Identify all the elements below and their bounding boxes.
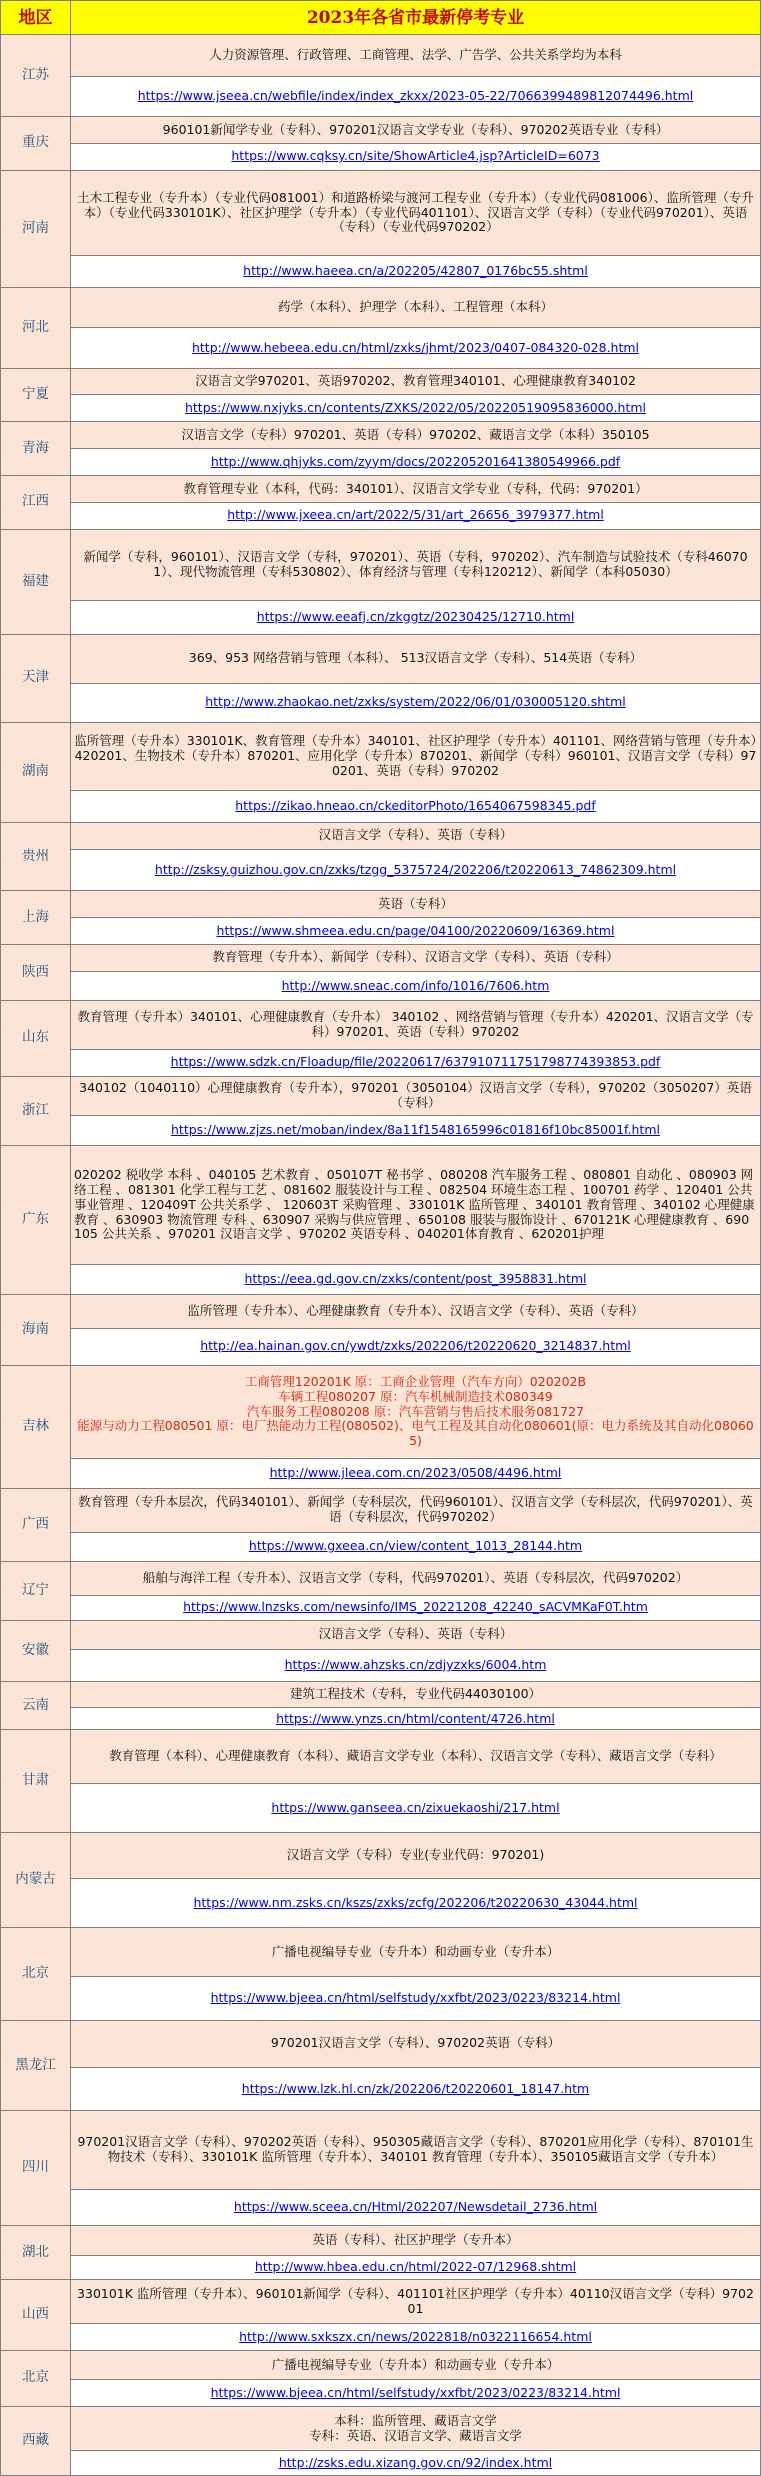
link-row — [1, 1977, 761, 2021]
majors-cell: 汉语言文学（专科）、英语（专科） — [71, 822, 761, 849]
majors-cell: 汉语言文学（专科）970201、英语（专科）970202、藏语言文学（本科）350105 — [71, 422, 761, 449]
source-link[interactable]: http://ea.hainan.gov.cn/ywdt/zxks/202206/t20220620_3214837.html — [200, 1338, 631, 1354]
link-row — [1, 2451, 761, 2476]
majors-line: 汽车服务工程080208 原：汽车营销与售后技术服务081727 — [247, 1403, 584, 1419]
region-cell: 福建 — [1, 529, 71, 634]
link-cell — [71, 1784, 761, 1833]
spec-row — [1, 2350, 761, 2379]
link-cell — [71, 502, 761, 529]
source-link[interactable]: http://www.hbea.edu.cn/html/2022-07/12968.shtml — [254, 2258, 577, 2274]
spec-row — [1, 117, 761, 144]
link-row — [1, 502, 761, 529]
source-link[interactable]: https://www.shmeea.edu.cn/page/04100/20220609/16369.html — [216, 922, 615, 938]
link-cell — [71, 1977, 761, 2021]
majors-cell: 土木工程专业（专升本）（专业代码081001）和道路桥梁与渡河工程专业（专升本）（专业代码081006）、监所管理（专升本）（专业代码330101K）、社区护理学（专升本）（专业代码401101）、汉语言文学（专科）（专业代码970201）、英语（专科）（专业代码970202） — [71, 170, 761, 256]
link-row — [1, 849, 761, 891]
spec-row — [1, 1001, 761, 1050]
spec-row — [1, 170, 761, 256]
source-link[interactable]: http://zsks.edu.xizang.gov.cn/92/index.html — [278, 2454, 553, 2470]
source-link[interactable]: http://zsksy.guizhou.gov.cn/zxks/tzgg_5375724/202206/t20220613_74862309.html — [154, 861, 677, 877]
region-cell: 安徽 — [1, 1620, 71, 1681]
link-row — [1, 395, 761, 422]
link-cell — [71, 1532, 761, 1561]
link-row — [1, 2189, 761, 2226]
table-body — [1, 1, 761, 2476]
spec-row — [1, 2226, 761, 2255]
source-link[interactable]: http://www.qhjyks.com/zyym/docs/202205201641380549966.pdf — [210, 453, 621, 469]
source-link[interactable]: http://www.jxeea.cn/art/2022/5/31/art_26656_3979377.html — [227, 507, 604, 523]
region-cell: 广东 — [1, 1145, 71, 1294]
link-row — [1, 449, 761, 476]
link-row — [1, 1649, 761, 1681]
link-cell — [71, 1708, 761, 1730]
region-cell: 湖南 — [1, 722, 71, 822]
region-cell: 青海 — [1, 422, 71, 476]
spec-row — [1, 822, 761, 849]
source-link[interactable]: https://www.gxeea.cn/view/content_1013_28144.htm — [248, 1538, 583, 1554]
link-row — [1, 2067, 761, 2111]
region-cell: 宁夏 — [1, 368, 71, 422]
region-cell: 河北 — [1, 287, 71, 368]
spec-row — [1, 476, 761, 503]
source-link[interactable]: https://www.lzk.hl.cn/zk/202206/t20220601_18147.htm — [241, 2080, 590, 2096]
spec-row — [1, 1620, 761, 1649]
region-cell: 北京 — [1, 2350, 71, 2406]
source-link[interactable]: https://www.bjeea.cn/html/selfstudy/xxfbt/2023/0223/83214.html — [210, 2384, 621, 2400]
region-cell: 天津 — [1, 634, 71, 722]
majors-cell: 020202 税收学 本科 、040105 艺术教育 、050107T 秘书学 、080208 汽车服务工程 、080801 自动化 、080903 网络工程 、081301 化学工程与工艺 、081602 服装设计与工程 、082504 环境生态工程 、100701 药学 、120401 公共事业管理 、120409T 公共关系学 、 120603T 采购管理 、330101K 监所管理 、340101 教育管理 、340102 心理健康教育 、630903 物流管理 专科 、630907 采购与供应管理 、650108 服装与服饰设计 、670121K 心理健康教育 、690105 公共关系 、970201 汉语言文学 、970202 英语专科 、040201体育教育 、620201护理 — [71, 1145, 761, 1265]
link-row — [1, 1459, 761, 1488]
spec-row — [1, 422, 761, 449]
link-cell — [71, 918, 761, 945]
link-row — [1, 1116, 761, 1145]
link-cell — [71, 2451, 761, 2476]
source-link[interactable]: https://www.sceea.cn/Html/202207/Newsdetail_2736.html — [233, 2199, 598, 2215]
region-cell: 河南 — [1, 170, 71, 287]
spec-row — [1, 1365, 761, 1459]
link-cell — [71, 1265, 761, 1294]
link-cell — [71, 143, 761, 170]
link-row — [1, 76, 761, 116]
link-row — [1, 1596, 761, 1620]
link-row — [1, 256, 761, 288]
spec-row — [1, 368, 761, 395]
majors-cell: 人力资源管理、行政管理、工商管理、法学、广告学、公共关系学均为本科 — [71, 35, 761, 77]
majors-cell: 药学（本科）、护理学（本科）、工程管理（本科） — [71, 287, 761, 327]
link-row — [1, 683, 761, 722]
region-cell: 浙江 — [1, 1076, 71, 1145]
source-link[interactable]: https://www.lnzsks.com/newsinfo/IMS_20221208_42240_sACVMKaF0T.htm — [183, 1599, 648, 1615]
region-cell: 北京 — [1, 1928, 71, 2021]
spec-row — [1, 2111, 761, 2189]
majors-cell: 960101新闻学专业（专科）、970201汉语言文学专业（专科）、970202英语专业（专科） — [71, 117, 761, 144]
majors-cell — [71, 1365, 761, 1459]
source-link[interactable]: https://www.nm.zsks.cn/kszs/zxks/zcfg/202206/t20220630_43044.html — [193, 1895, 638, 1910]
spec-row — [1, 1076, 761, 1116]
majors-cell: 汉语言文学（专科）专业(专业代码：970201) — [71, 1833, 761, 1879]
region-cell: 甘肃 — [1, 1730, 71, 1833]
majors-cell: 教育管理（专升本）340101、心理健康教育（专升本） 340102 、网络营销与管理（专升本）420201、汉语言文学（专科）970201、英语（专科）970202 — [71, 1001, 761, 1050]
majors-line: 车辆工程080207 原：汽车机械制造技术080349 — [278, 1388, 553, 1404]
header-region: 地区 — [1, 1, 71, 35]
majors-cell: 英语（专科） — [71, 891, 761, 918]
source-link[interactable]: https://www.sdzk.cn/Floadup/file/20220617/637910711751798774393853.pdf — [170, 1054, 661, 1070]
majors-line: 能源与动力工程080501 原：电厂热能动力工程(080502)、电气工程及其自动化080601(原：电力系统及其自动化080605) — [77, 1418, 754, 1449]
link-row — [1, 1049, 761, 1076]
source-link[interactable]: https://www.ahzsks.cn/zdjyzxks/6004.htm — [284, 1656, 547, 1672]
majors-line: 工商管理120201K 原：工商企业管理（汽车方向）020202B — [244, 1374, 587, 1390]
page-title: 2023年各省市最新停考专业 — [71, 1, 761, 35]
region-cell: 江西 — [1, 476, 71, 530]
source-link[interactable]: https://www.jseea.cn/webfile/index/index_zkxx/2023-05-22/7066399489812074496.html — [137, 87, 694, 103]
link-cell — [71, 2255, 761, 2279]
source-link[interactable]: https://www.ganseea.cn/zixuekaoshi/217.html — [271, 1799, 560, 1815]
spec-row — [1, 2407, 761, 2451]
spec-row — [1, 529, 761, 600]
link-cell — [71, 971, 761, 1000]
source-link[interactable]: http://www.hebeea.edu.cn/html/zxks/jhmt/2023/0407-084320-028.html — [191, 339, 640, 355]
majors-cell: 建筑工程技术（专科，专业代码44030100） — [71, 1681, 761, 1708]
majors-cell: 970201汉语言文学（专科）、970202英语（专科）、950305藏语言文学（专科）、870201应用化学（专科）、870101生物技术（专科）、330101K 监所管理（专升本）、340101 教育管理（专升本）、350105藏语言文学（专升本） — [71, 2111, 761, 2189]
majors-cell: 监所管理（专升本）330101K、教育管理（专升本）340101、社区护理学（专升本）401101、网络营销与管理（专升本）420201、生物技术（专升本）870201、应用化学（专升本）870201、新闻学（专科）960101、汉语言文学（专科）970201、英语（专科）970202 — [71, 722, 761, 790]
majors-cell: 330101K 监所管理（专升本）、960101新闻学（专科）、401101社区护理学（专升本）40110汉语言文学（专科）970201 — [71, 2280, 761, 2324]
region-cell: 重庆 — [1, 117, 71, 171]
link-cell — [71, 2380, 761, 2407]
source-link[interactable]: http://www.sneac.com/info/1016/7606.htm — [281, 977, 550, 993]
source-link[interactable]: http://www.zhaokao.net/zxks/system/2022/06/01/030005120.shtml — [205, 694, 626, 710]
majors-line: 本科：监所管理、藏语言文学 — [334, 2412, 497, 2428]
spec-row — [1, 1145, 761, 1265]
link-row — [1, 1879, 761, 1928]
spec-row — [1, 35, 761, 77]
link-cell — [71, 1459, 761, 1488]
link-cell — [71, 1879, 761, 1928]
spec-row — [1, 1681, 761, 1708]
spec-row — [1, 1928, 761, 1977]
link-cell — [71, 849, 761, 891]
spec-row — [1, 1294, 761, 1328]
source-link[interactable]: https://www.cqksy.cn/site/ShowArticle4.jsp?ArticleID=6073 — [231, 148, 600, 164]
majors-cell: 340102（1040110）心理健康教育（专升本），970201（3050104）汉语言文学（专科），970202（3050207）英语（专科） — [71, 1076, 761, 1116]
majors-cell: 船舶与海洋工程（专升本）、汉语言文学（专科，代码970201）、英语（专科层次，代码970202） — [71, 1561, 761, 1595]
region-cell: 内蒙古 — [1, 1833, 71, 1928]
link-row — [1, 1784, 761, 1833]
link-cell — [71, 600, 761, 634]
majors-cell: 教育管理（本科）、心理健康教育（本科）、藏语言文学专业（本科）、汉语言文学（专科）、藏语言文学（专科） — [71, 1730, 761, 1784]
majors-cell — [71, 2407, 761, 2451]
region-cell: 吉林 — [1, 1365, 71, 1488]
link-row — [1, 791, 761, 823]
link-cell — [71, 2324, 761, 2351]
majors-cell: 汉语言文学970201、英语970202、教育管理340101、心理健康教育340102 — [71, 368, 761, 395]
link-row — [1, 2380, 761, 2407]
link-row — [1, 971, 761, 1000]
link-row — [1, 2255, 761, 2279]
region-cell: 四川 — [1, 2111, 71, 2226]
link-cell — [71, 791, 761, 823]
spec-row — [1, 1488, 761, 1532]
region-cell: 贵州 — [1, 822, 71, 890]
link-cell — [71, 683, 761, 722]
header-row — [1, 1, 761, 35]
region-cell: 湖北 — [1, 2226, 71, 2280]
spec-row — [1, 2021, 761, 2067]
link-row — [1, 143, 761, 170]
region-cell: 江苏 — [1, 35, 71, 117]
region-cell: 辽宁 — [1, 1561, 71, 1620]
link-cell — [71, 449, 761, 476]
source-link[interactable]: https://zikao.hneao.cn/ckeditorPhoto/1654067598345.pdf — [235, 798, 596, 814]
majors-cell: 新闻学（专科，960101）、汉语言文学（专科，970201）、英语（专科，970202）、汽车制造与试验技术（专科460701）、现代物流管理（专科530802）、体育经济与管理（专科120212）、新闻学（本科05030） — [71, 529, 761, 600]
majors-cell: 教育管理（专升本）、新闻学（专科）、汉语言文学（专科）、英语（专科） — [71, 944, 761, 971]
spec-row — [1, 2280, 761, 2324]
link-cell — [71, 1596, 761, 1620]
link-cell — [71, 2189, 761, 2226]
region-cell: 海南 — [1, 1294, 71, 1365]
region-cell: 黑龙江 — [1, 2021, 71, 2111]
link-cell — [71, 256, 761, 288]
spec-row — [1, 944, 761, 971]
spec-row — [1, 891, 761, 918]
majors-cell: 教育管理（专升本层次，代码340101）、新闻学（专科层次，代码960101）、汉语言文学（专科层次，代码970201）、英语（专科层次，代码970202） — [71, 1488, 761, 1532]
source-link[interactable]: https://www.eeafj.cn/zkggtz/20230425/12710.html — [256, 608, 575, 624]
link-row — [1, 600, 761, 634]
source-link[interactable]: http://www.haeea.cn/a/202205/42807_0176bc55.shtml — [243, 263, 588, 279]
link-cell — [71, 395, 761, 422]
majors-cell: 广播电视编导专业（专升本）和动画专业（专升本） — [71, 1928, 761, 1977]
link-cell — [71, 2067, 761, 2111]
region-cell: 山东 — [1, 1001, 71, 1077]
source-link[interactable]: https://www.nxjyks.cn/contents/ZXKS/2022/05/20220519095836000.html — [184, 399, 647, 415]
link-cell — [71, 1328, 761, 1365]
majors-cell: 英语（专科）、社区护理学（专升本） — [71, 2226, 761, 2255]
source-link[interactable]: https://eea.gd.gov.cn/zxks/content/post_3958831.html — [244, 1271, 587, 1287]
source-link[interactable]: https://www.bjeea.cn/html/selfstudy/xxfbt/2023/0223/83214.html — [210, 1990, 621, 2006]
source-link[interactable]: https://www.zjzs.net/moban/index/8a11f1548165996c01816f10bc85001f.html — [171, 1122, 660, 1138]
link-row — [1, 1532, 761, 1561]
spec-row — [1, 1833, 761, 1879]
region-cell: 上海 — [1, 891, 71, 945]
link-cell — [71, 76, 761, 116]
region-cell: 山西 — [1, 2280, 71, 2351]
majors-cell: 970201汉语言文学（专科）、970202英语（专科） — [71, 2021, 761, 2067]
majors-cell: 汉语言文学（专科）、英语（专科） — [71, 1620, 761, 1649]
link-row — [1, 2324, 761, 2351]
link-cell — [71, 1649, 761, 1681]
link-cell — [71, 1116, 761, 1145]
spec-row — [1, 634, 761, 683]
majors-cell: 369、953 网络营销与管理（本科）、 513汉语言文学（专科）、514英语（专科） — [71, 634, 761, 683]
link-row — [1, 1328, 761, 1365]
link-cell — [71, 328, 761, 368]
link-row — [1, 1708, 761, 1730]
link-row — [1, 918, 761, 945]
region-cell: 云南 — [1, 1681, 71, 1730]
majors-cell: 监所管理（专升本）、心理健康教育（专升本）、汉语言文学（专科）、英语（专科） — [71, 1294, 761, 1328]
spec-row — [1, 722, 761, 790]
link-row — [1, 1265, 761, 1294]
spec-row — [1, 1730, 761, 1784]
majors-line: 专科：英语、汉语言文学、藏语言文学 — [309, 2427, 522, 2443]
link-cell — [71, 1049, 761, 1076]
majors-cell: 教育管理专业（本科，代码：340101）、汉语言文学专业（专科，代码：970201） — [71, 476, 761, 503]
region-cell: 广西 — [1, 1488, 71, 1561]
source-link[interactable]: https://www.ynzs.cn/html/content/4726.html — [276, 1710, 555, 1726]
source-link[interactable]: http://www.jleea.com.cn/2023/0508/4496.html — [269, 1465, 562, 1481]
majors-cell: 广播电视编导专业（专升本）和动画专业（专升本） — [71, 2350, 761, 2379]
link-row — [1, 328, 761, 368]
region-cell: 陕西 — [1, 944, 71, 1000]
source-link[interactable]: http://www.sxkszx.cn/news/2022818/n0322116654.html — [239, 2328, 592, 2344]
region-cell: 西藏 — [1, 2407, 71, 2476]
spec-row — [1, 1561, 761, 1595]
spec-row — [1, 287, 761, 327]
